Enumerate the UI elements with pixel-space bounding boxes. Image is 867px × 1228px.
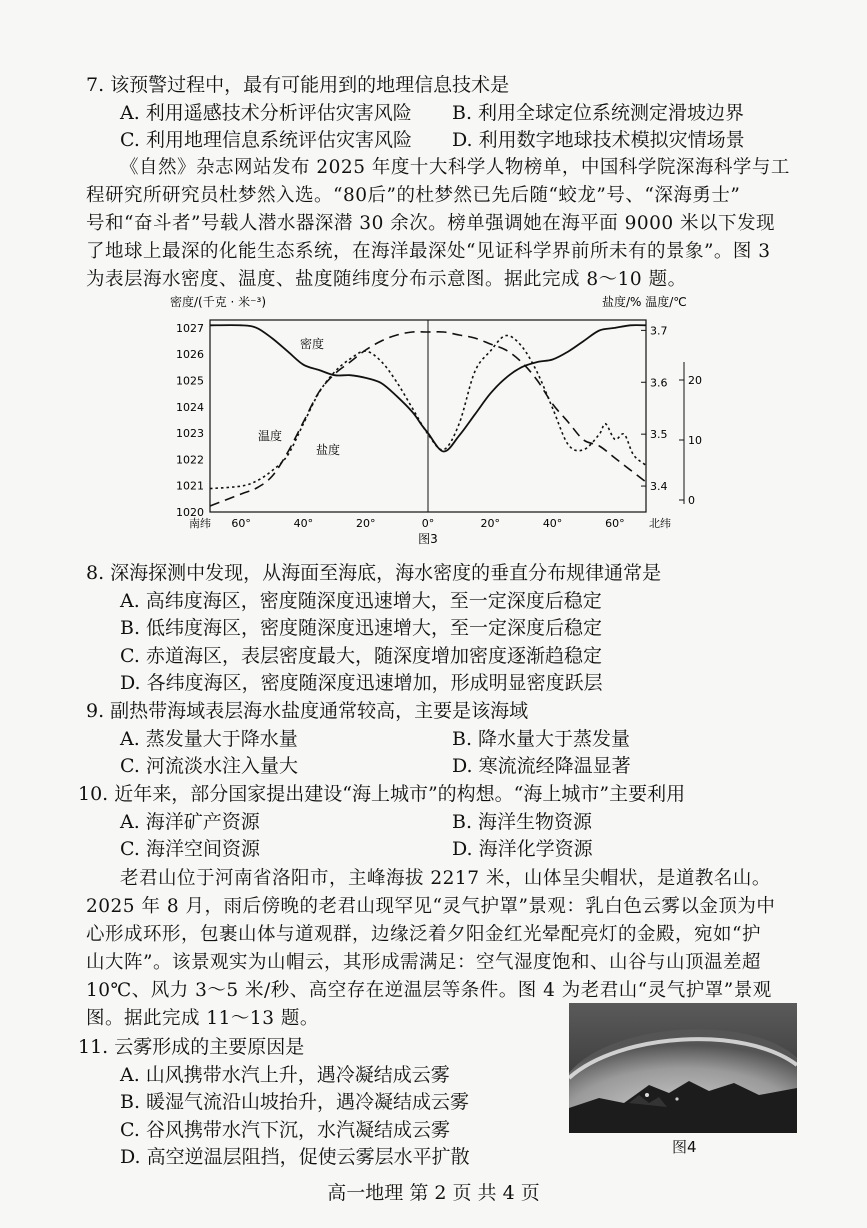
series-label-temperature: 温度 — [258, 429, 283, 443]
q10-stem: 10. 近年来，部分国家提出建设“海上城市”的构想。“海上城市”主要利用 — [78, 783, 686, 805]
x-tick-label: 40° — [542, 517, 563, 530]
salinity-tick-label: 3.7 — [650, 324, 668, 338]
temperature-tick-label: 20 — [688, 374, 702, 387]
q7-option-b: B. 利用全球定位系统测定滑坡边界 — [452, 102, 745, 124]
density-tick-label: 1026 — [176, 348, 204, 362]
figure-3-caption: 图3 — [418, 532, 438, 546]
passage2-line-5: 10℃、风力 3～5 米/秒、高空存在逆温层等条件。图 4 为老君山“灵气护罩”景观 — [86, 980, 772, 1001]
x-tick-label: 60° — [231, 517, 251, 530]
q7-stem: 7. 该预警过程中，最有可能用到的地理信息技术是 — [86, 74, 510, 96]
density-tick-label: 1020 — [176, 506, 204, 519]
x-tick-label: 20° — [355, 517, 376, 530]
figure-3-svg — [168, 290, 708, 552]
figure-4-caption: 图4 — [672, 1138, 697, 1156]
series-label-salinity: 盐度 — [316, 443, 341, 457]
q8-option-d: D. 各纬度海区，密度随深度迅速增加，形成明显密度跃层 — [120, 672, 603, 694]
mountain-cloud-image — [569, 1003, 797, 1133]
density-axis-label: 密度/(千克 · 米⁻³) — [170, 295, 266, 309]
passage1-line-3: 号和“奋斗者”号载人潜水器深潜 30 余次。榜单强调她在海平面 9000 米以下发现 — [86, 213, 776, 234]
q11-option-d: D. 高空逆温层阻挡，促使云雾层水平扩散 — [120, 1146, 470, 1168]
passage1-line-4: 了地球上最深的化能生态系统，在海洋最深处“见证科学界前所未有的景象”。图 3 — [86, 241, 771, 262]
density-tick-label: 1021 — [176, 479, 204, 493]
x-tick-label: 南纬 — [189, 517, 211, 530]
density-tick-label: 1025 — [176, 374, 204, 388]
x-tick-label: 北纬 — [649, 517, 671, 530]
x-tick-label: 0° — [421, 517, 435, 530]
passage1-line-1: 《自然》杂志网站发布 2025 年度十大科学人物榜单，中国科学院深海科学与工 — [120, 157, 790, 178]
q10-option-a: A. 海洋矿产资源 — [120, 811, 260, 833]
figure-3-chart — [168, 290, 708, 552]
passage2-line-2: 2025 年 8 月，雨后傍晚的老君山现罕见“灵气护罩”景观：乳白色云雾以金顶为中 — [86, 896, 776, 917]
salinity-tick-label: 3.5 — [650, 428, 668, 442]
q9-option-d: D. 寒流流经降温显著 — [452, 755, 631, 777]
x-tick-label: 20° — [480, 517, 501, 530]
q9-option-b: B. 降水量大于蒸发量 — [452, 728, 631, 750]
figure-4-photo — [569, 1003, 797, 1133]
page-footer: 高一地理 第 2 页 共 4 页 — [327, 1182, 540, 1204]
q11-option-a: A. 山风携带水汽上升，遇冷凝结成云雾 — [120, 1064, 450, 1086]
q9-option-a: A. 蒸发量大于降水量 — [120, 728, 298, 750]
q7-option-c: C. 利用地理信息系统评估灾害风险 — [120, 129, 412, 151]
q11-option-c: C. 谷风携带水汽下沉，水汽凝结成云雾 — [120, 1119, 450, 1141]
density-tick-label: 1022 — [176, 453, 204, 467]
right-axis-label: 盐度/% 温度/℃ — [602, 295, 687, 309]
passage2-line-1: 老君山位于河南省洛阳市，主峰海拔 2217 米，山体呈尖帽状，是道教名山。 — [120, 868, 771, 889]
x-tick-label: 40° — [293, 517, 314, 530]
q10-option-d: D. 海洋化学资源 — [452, 838, 593, 860]
passage2-line-3: 心形成环形，包裹山体与道观群，边缘泛着夕阳金红光晕配亮灯的金殿，宛如“护 — [86, 924, 761, 945]
salinity-tick-label: 3.6 — [650, 376, 668, 390]
salinity-tick-label: 3.4 — [650, 480, 668, 494]
q7-option-d: D. 利用数字地球技术模拟灾情场景 — [452, 129, 745, 151]
q8-stem: 8. 深海探测中发现，从海面至海底，海水密度的垂直分布规律通常是 — [86, 562, 662, 584]
q10-option-c: C. 海洋空间资源 — [120, 838, 260, 860]
q8-option-a: A. 高纬度海区，密度随深度迅速增大，至一定深度后稳定 — [120, 590, 602, 612]
temperature-tick-label: 0 — [688, 494, 695, 507]
q8-option-b: B. 低纬度海区，密度随深度迅速增大，至一定深度后稳定 — [120, 617, 603, 639]
q9-option-c: C. 河流淡水注入量大 — [120, 755, 298, 777]
q10-option-b: B. 海洋生物资源 — [452, 811, 593, 833]
q8-option-c: C. 赤道海区，表层密度最大，随深度增加密度逐渐趋稳定 — [120, 645, 602, 667]
passage1-line-5: 为表层海水密度、温度、盐度随纬度分布示意图。据此完成 8～10 题。 — [86, 269, 687, 290]
density-tick-label: 1024 — [176, 400, 204, 414]
temperature-tick-label: 10 — [688, 434, 702, 447]
passage2-line-4: 山大阵”。该景观实为山帽云，其形成需满足：空气湿度饱和、山谷与山顶温差超 — [86, 952, 761, 973]
passage1-line-2: 程研究所研究员杜梦然入选。“80后”的杜梦然已先后随“蛟龙”号、“深海勇士” — [86, 185, 741, 206]
q9-stem: 9. 副热带海域表层海水盐度通常较高，主要是该海域 — [86, 700, 529, 722]
series-label-density: 密度 — [300, 337, 325, 351]
q7-option-a: A. 利用遥感技术分析评估灾害风险 — [120, 102, 412, 124]
q11-stem: 11. 云雾形成的主要原因是 — [78, 1036, 305, 1058]
passage2-line-6: 图。据此完成 11～13 题。 — [86, 1008, 319, 1029]
density-tick-label: 1027 — [176, 321, 204, 335]
x-tick-label: 60° — [605, 517, 625, 530]
q11-option-b: B. 暖湿气流沿山坡抬升，遇冷凝结成云雾 — [120, 1091, 470, 1113]
density-tick-label: 1023 — [176, 427, 204, 441]
